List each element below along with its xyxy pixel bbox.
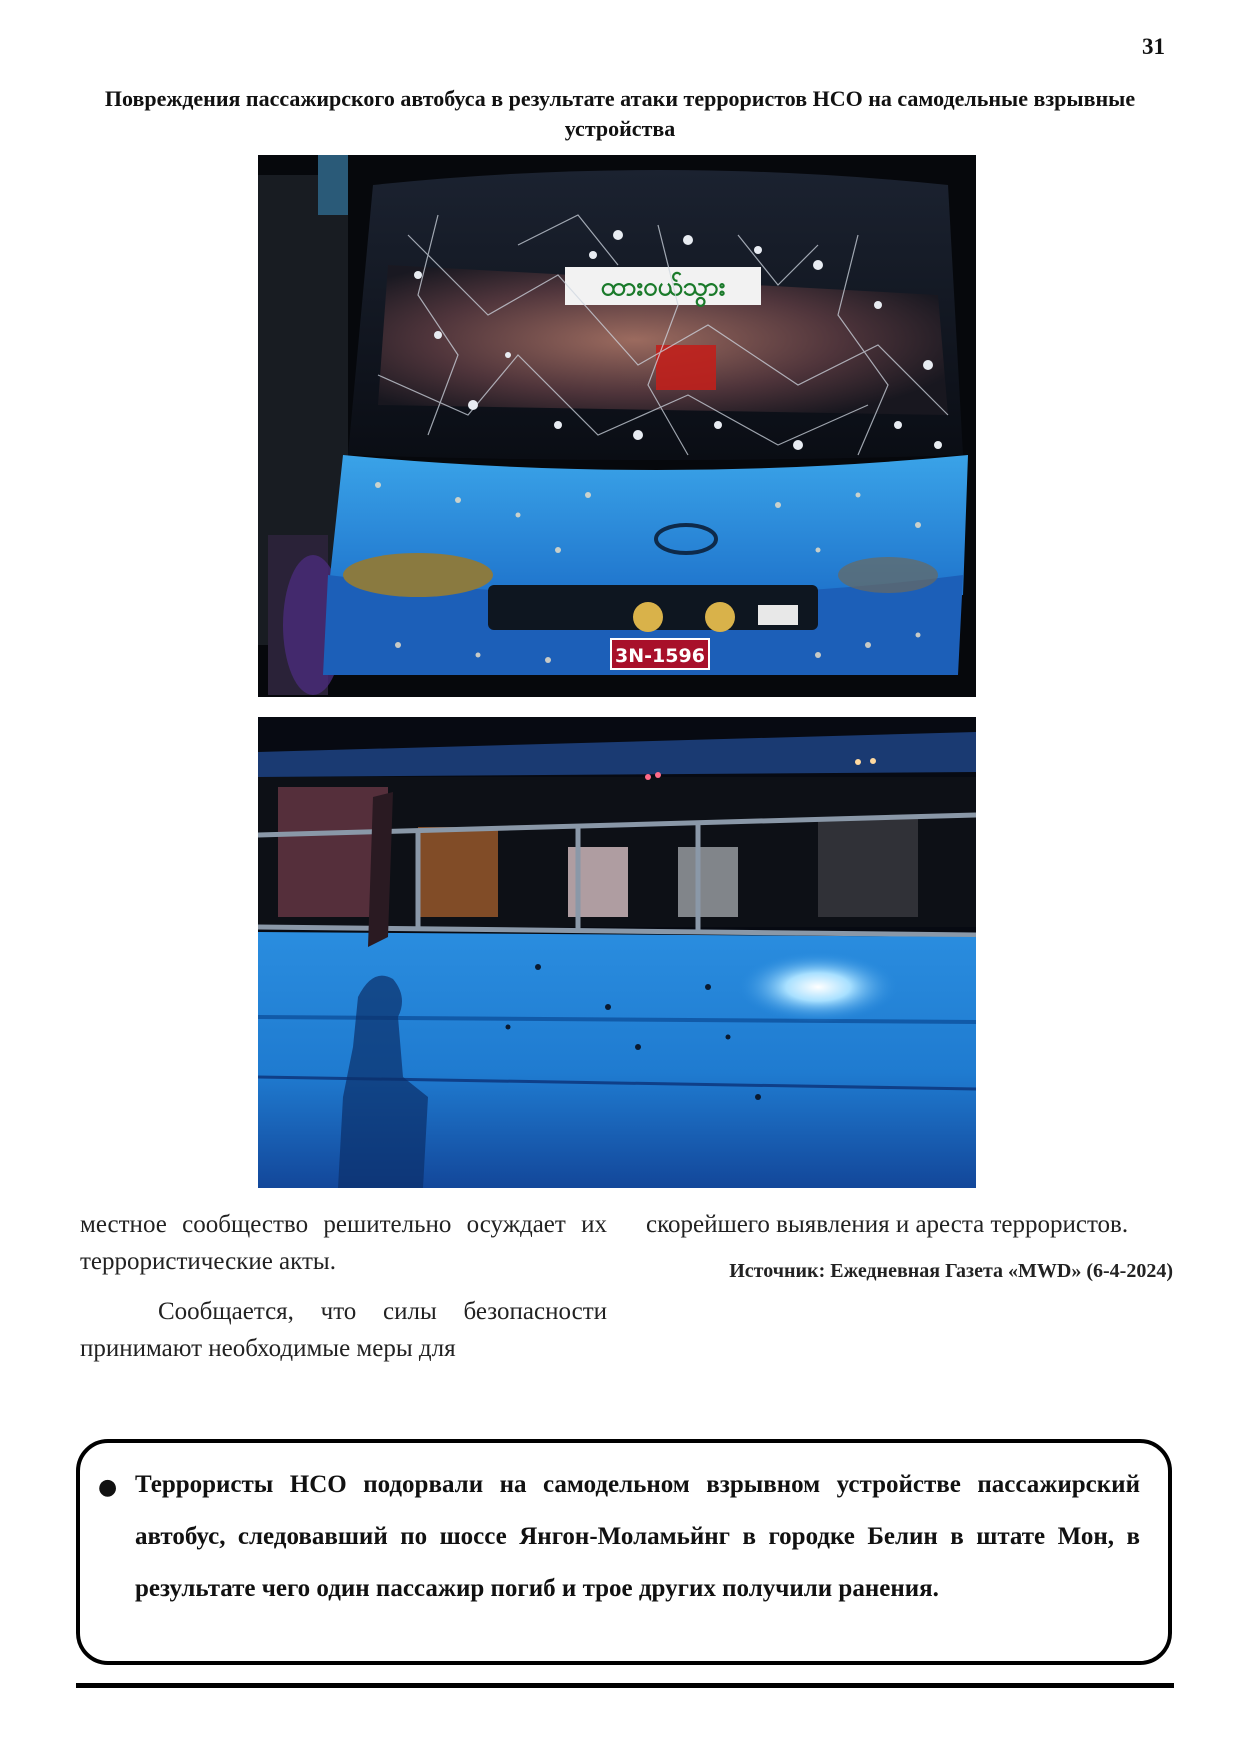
bus-front-illustration — [258, 155, 976, 697]
bus-front-photo — [258, 155, 976, 697]
left-paragraph-2: Сообщается, что силы безопасности принимают необходимые меры для — [80, 1298, 607, 1362]
figure-caption: Повреждения пассажирского автобуса в результате атаки террористов НСО на самодельные взрывные устройства — [104, 86, 1136, 141]
left-paragraph-1: местное сообщество решительно осуждает их террористические акты. — [80, 1211, 607, 1275]
license-plate: 3N-1596 — [615, 645, 705, 667]
left-text-column — [80, 1206, 607, 1367]
bottom-rule — [76, 1683, 1174, 1688]
bullet-dot-icon: ● — [98, 1475, 118, 1500]
right-text-column — [646, 1206, 1173, 1285]
bus-side-illustration — [258, 717, 976, 1188]
summary-box — [76, 1439, 1172, 1665]
right-paragraph-1: скорейшего выявления и ареста террористов. — [646, 1211, 1129, 1238]
source-line: Источник: Ежедневная Газета «MWD» (6-4-2024) — [729, 1260, 1173, 1282]
page-number: 31 — [1142, 34, 1165, 59]
bus-destination-sign: ထားဝယ်သွား — [600, 272, 726, 302]
summary-text: Террористы НСО подорвали на самодельном взрывном устройстве пассажирский автобус, следовавший по шоссе Янгон-Моламьйнг в городке Белин в штате Мон, в результате чего один пассажир погиб и трое других получили ранения. — [135, 1471, 1140, 1602]
bus-side-photo — [258, 717, 976, 1188]
